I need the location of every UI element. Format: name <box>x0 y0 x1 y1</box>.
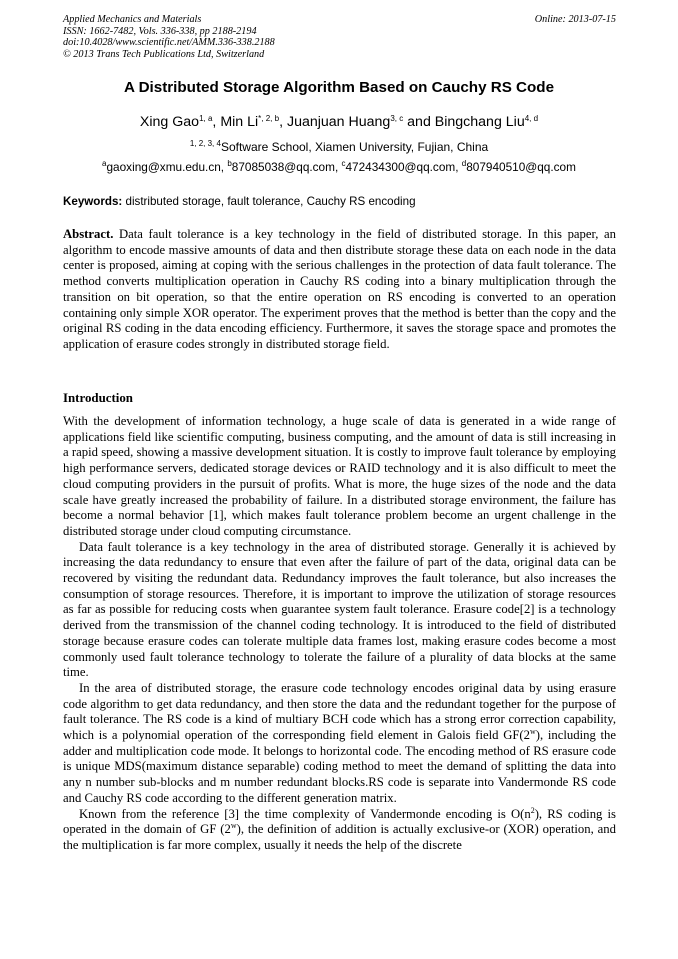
affiliation <box>0 140 678 154</box>
email-address: 472434300@qq.com, <box>345 160 462 174</box>
journal-name: Applied Mechanics and Materials <box>63 14 202 25</box>
author-affil-mark: 4, d <box>524 114 539 123</box>
paragraph <box>63 681 616 807</box>
paragraph-text: In the area of distributed storage, the erasure code technology encodes original data by using erasure code algorithm to get data redundancy, and then store the data and the redundant together for the purpose of fault tolerance. The RS code is a kind of multiary BCH code which has a strong error correction capability, which is a polynomial operation of the corresponding field element in Galois field GF(2 <box>63 680 616 743</box>
keywords-label: Keywords: <box>63 195 123 208</box>
paragraph <box>63 807 616 854</box>
section-heading: Introduction <box>63 391 133 405</box>
keywords-text: distributed storage, fault tolerance, Cauchy RS encoding <box>122 195 416 208</box>
paragraph-text: ), the definition of addition is actually exclusive-or (XOR) operation, and the multiplication is far more complex, usually it needs the help of the discrete <box>63 822 616 852</box>
paragraph: With the development of information technology, a huge scale of data is generated in a wide range of applications field like scientific computing, business computing, and the amount of data is still increasing in a rapid speed, showing a massive development situation. It is costly to improve fault tolerance by employing high performance servers, dedicated storage devices or RAID technology and it is also difficult to meet the cloud computing providers in the pursuit of profits. What is more, the huge sizes of the node and the data scale have greatly increased the probability of failure. In a distributed storage environment, the failure has become a normal behavior [1], which makes fault tolerance problem become an urgent challenge in the distributed storage under cloud computing circumstance. <box>63 414 616 538</box>
abstract-label: Abstract. <box>63 227 114 241</box>
email-mark: a <box>102 159 107 168</box>
journal-doi: doi:10.4028/www.scientific.net/AMM.336-338.2188 <box>63 37 275 49</box>
author-list <box>0 114 678 130</box>
paragraph: Data fault tolerance is a key technology in the area of distributed storage. Generally it is achieved by increasing the data redundancy to ensure that even after the failure of part of the data, original data can be recovered by visiting the redundant data. Redundancy improves the fault tolerance, but also increases the consumption of storage resources. Therefore, it is important to improve the utilization of storage resources as far as possible for reducing costs when guarantee system fault tolerance. Erasure code[2] is a technology derived from the transmission of the channel coding technology. It is introduced to the field of distributed storage because erasure codes can tolerate multiple data frames lost, making erasure codes become a most commonly used fault tolerance technology to tolerate the failure of a plurality of data blocks at the same time. <box>63 539 616 680</box>
email-mark: c <box>341 159 346 168</box>
author-name: Bingchang Liu <box>434 114 525 130</box>
author-separator: and <box>403 114 435 130</box>
author-name: Min Li <box>220 114 259 130</box>
superscript: w <box>529 727 536 737</box>
journal-header <box>63 14 616 60</box>
superscript: w <box>230 821 237 831</box>
author-affil-mark: 3, c <box>390 114 404 123</box>
paragraph-text: ), including the adder and multiplication code mode. It belongs to horizontal code. The encoding method of RS erasure code is unique MDS(maximum distance separable) coding method to meet the demand of splitting the data into any n number sub-blocks and m number redundant blocks.RS code is separate into Vandermonde RS code and Cauchy RS code according to the different generation matrix. <box>63 728 616 805</box>
journal-issn: ISSN: 1662-7482, Vols. 336-338, pp 2188-2194 <box>63 25 257 37</box>
paper-title: A Distributed Storage Algorithm Based on Cauchy RS Code <box>123 79 555 96</box>
superscript: 2 <box>530 805 535 815</box>
journal-copyright: © 2013 Trans Tech Publications Ltd, Switzerland <box>63 48 265 60</box>
author-name: Juanjuan Huang <box>286 114 391 130</box>
keywords <box>63 195 616 208</box>
email-address: 807940510@qq.com <box>466 160 576 174</box>
affiliation-text: Software School, Xiamen University, Fujian, China <box>220 140 489 154</box>
paragraph-text: ), RS coding is operated in the domain of GF (2 <box>63 806 616 837</box>
author-name: Xing Gao <box>139 114 200 130</box>
author-affil-mark: 1, a <box>199 114 213 123</box>
author-separator: , <box>212 114 221 130</box>
abstract <box>63 227 616 353</box>
paragraph-text: Known from the reference [3] the time complexity of Vandermonde encoding is O(n <box>79 806 531 821</box>
email-address: gaoxing@xmu.edu.cn, <box>106 160 228 174</box>
affiliation-mark: 1, 2, 3, 4 <box>189 139 221 148</box>
email-address: 87085038@qq.com, <box>231 160 342 174</box>
email-list <box>0 160 678 174</box>
email-mark: b <box>227 159 232 168</box>
author-affil-mark: *, 2, b <box>258 114 280 123</box>
online-date: Online: 2013-07-15 <box>534 14 616 25</box>
email-mark: d <box>461 159 467 168</box>
author-separator: , <box>279 114 287 130</box>
abstract-text: Data fault tolerance is a key technology in the field of distributed storage. In this paper, an algorithm to encode massive amounts of data and then distribute storage these data on each node in the data center is proposed, aiming at coping with the serious challenges in the protection of data fault tolerance. The method converts multiplication operation in Cauchy RS coding into a binary multiplication through the transition on bit operation, so that the entire operation on RS encoding is converted to an operation containing only simple XOR operator. The experiment proves that the method is better than the copy and the original RS coding in the data encoding efficiency. Furthermore, it saves the storage space and promotes the application of erasure codes strongly in distributed storage field. <box>63 227 616 351</box>
introduction-body <box>63 414 616 854</box>
